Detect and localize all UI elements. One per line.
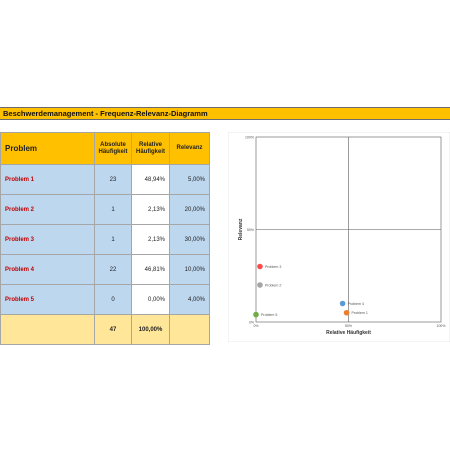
point-label: Problem 1 xyxy=(351,311,368,316)
header-absolute-line1: Absolute xyxy=(100,141,126,148)
point-label: Problem 2 xyxy=(264,283,282,288)
x-axis-label: Relative Häufigkeit xyxy=(326,330,371,336)
row-absolute: 23 xyxy=(95,165,132,195)
frequency-relevance-chart xyxy=(228,132,450,342)
total-label-cell xyxy=(1,315,95,345)
row-relevance: 4,00% xyxy=(170,285,210,315)
table-row xyxy=(1,225,210,255)
total-absolute: 47 xyxy=(95,315,132,345)
y-tick-label: 50% xyxy=(246,228,254,232)
table-row xyxy=(1,165,210,195)
row-absolute: 0 xyxy=(95,285,132,315)
header-absolute-line2: Häufigkeit xyxy=(98,148,128,155)
title-bar xyxy=(0,107,450,120)
y-tick-label: 100% xyxy=(245,135,254,140)
point-label: Problem 4 xyxy=(347,301,364,306)
header-relative xyxy=(132,133,170,165)
row-relevance: 30,00% xyxy=(170,225,210,255)
header-absolute xyxy=(95,133,132,165)
data-point xyxy=(253,312,259,318)
row-relative: 2,13% xyxy=(132,195,170,225)
table-row xyxy=(1,255,210,285)
row-relevance: 5,00% xyxy=(170,165,210,195)
y-tick-label: 0% xyxy=(248,320,254,325)
row-absolute: 22 xyxy=(95,255,132,285)
header-relative-line2: Häufigkeit xyxy=(135,148,165,155)
chart-border xyxy=(228,132,450,342)
header-problem: Problem xyxy=(1,133,95,165)
data-point xyxy=(340,301,346,307)
row-name: Problem 1 xyxy=(1,165,95,195)
data-point xyxy=(257,282,263,288)
table-total-row xyxy=(1,315,210,345)
row-name: Problem 5 xyxy=(1,285,95,315)
point-label: Problem 5 xyxy=(261,312,278,317)
row-relative: 2,13% xyxy=(132,225,170,255)
row-relative: 46,81% xyxy=(132,255,170,285)
row-absolute: 1 xyxy=(95,225,132,255)
page-title: Beschwerdemanagement - Frequenz-Relevanz-Diagramm xyxy=(3,109,208,118)
table-row xyxy=(1,285,210,315)
x-tick-label: 50% xyxy=(344,324,353,328)
row-name: Problem 4 xyxy=(1,255,95,285)
data-point xyxy=(344,310,350,316)
table-row xyxy=(1,195,210,225)
header-relevance: Relevanz xyxy=(170,133,210,165)
x-tick-label: 100% xyxy=(436,324,446,328)
data-point xyxy=(257,264,263,270)
row-relevance: 20,00% xyxy=(170,195,210,225)
row-name: Problem 3 xyxy=(1,225,95,255)
total-relative: 100,00% xyxy=(132,315,170,345)
row-relative: 48,94% xyxy=(132,165,170,195)
point-label: Problem 3 xyxy=(264,264,282,269)
problem-table xyxy=(0,132,210,345)
table-header-row xyxy=(1,133,210,165)
row-relevance: 10,00% xyxy=(170,255,210,285)
y-axis-label: Relevanz xyxy=(238,218,244,241)
row-absolute: 1 xyxy=(95,195,132,225)
x-tick-label: 0% xyxy=(253,324,259,328)
row-relative: 0,00% xyxy=(132,285,170,315)
total-relevance-cell xyxy=(170,315,210,345)
header-relative-line1: Relative xyxy=(138,141,162,148)
row-name: Problem 2 xyxy=(1,195,95,225)
